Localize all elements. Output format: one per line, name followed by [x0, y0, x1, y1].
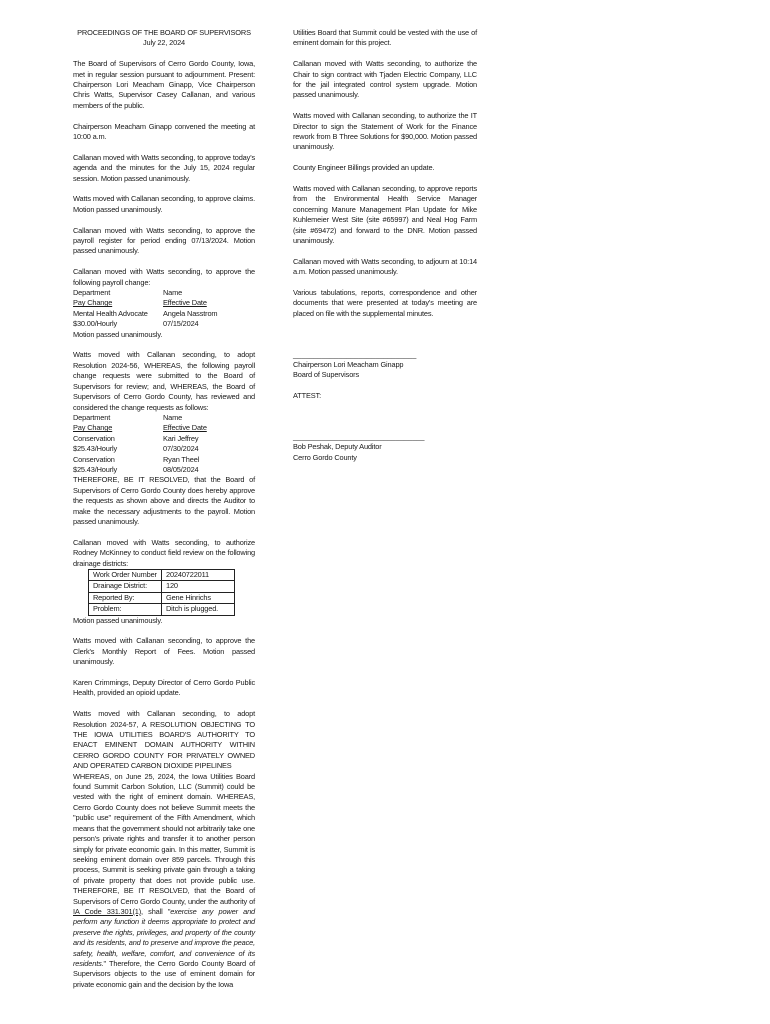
col-header-department: Department: [73, 412, 111, 422]
paragraph-resolution-2024-57: Watts moved with Callanan seconding, to adopt Resolution 2024-57, A RESOLUTION OBJECTING TO THE IOWA UTILITIES BOARD'S AUTHORITY TO ENACT EMINENT DOMAIN AUTHORITY WITHIN CERRO GORDO COUNTY FOR PRIVATELY OWNED AND OPERATED CARBON DIOXIDE PIPELINES: [73, 709, 255, 771]
cell: $25.43/Hourly: [73, 444, 118, 454]
paragraph-utilities-board: Utilities Board that Summit could be vested with the use of eminent domain for this project.: [293, 28, 477, 48]
paragraph-it-statement: Watts moved with Callanan seconding, to authorize the IT Director to sign the Statement of Work for the Finance rework from B Three Solutions for $90,000. Motion passed unanimously.: [293, 111, 477, 152]
paragraph-resolution-2024-56: Watts moved with Callanan seconding, to adopt Resolution 2024-56, WHEREAS, the following payroll change requests were submitted to the Board of Supervisors for review; and, WHEREAS, the Board of Supervisors of Cerro Gordo County, has reviewed and considered the change requests as follows:: [73, 350, 255, 412]
cell: 07/15/2024: [163, 319, 199, 329]
cell: Conservation: [73, 433, 115, 443]
work-order-value: 20240722011: [162, 570, 235, 581]
table-row: [89, 604, 235, 615]
cell: Kari Jeffrey: [163, 433, 199, 443]
resolution-shall: , shall ": [141, 906, 171, 916]
cell: 07/30/2024: [163, 444, 199, 454]
right-column: [293, 28, 477, 463]
auditor-name: Bob Peshak, Deputy Auditor: [293, 442, 382, 452]
problem-label: Problem:: [89, 604, 162, 615]
col-header-pay-change: Pay Change: [73, 298, 113, 308]
paragraph-clerk-report: Watts moved with Callanan seconding, to approve the Clerk's Monthly Report of Fees. Motion passed unanimously.: [73, 636, 255, 667]
paragraph-resolution-therefore: THEREFORE, BE IT RESOLVED, that the Board of Supervisors of Cerro Gordo County does hereby approve the requests as shown above and directs the Auditor to make the necessary adjustments to the payroll. Motion passed unanimously.: [73, 475, 255, 526]
paragraph-convened: Chairperson Meacham Ginapp convened the meeting at 10:00 a.m.: [73, 121, 255, 142]
paragraph-claims: Watts moved with Callanan seconding, to approve claims. Motion passed unanimously.: [73, 194, 255, 214]
col-header-effective-date: Effective Date: [163, 298, 207, 308]
iowa-code-citation: IA Code 331.301(1): [73, 906, 142, 916]
cell: $25.43/Hourly: [73, 464, 118, 474]
payroll-change-table: [73, 288, 255, 330]
table-row: [89, 570, 235, 581]
cell: 08/05/2024: [163, 464, 199, 474]
col-header-name: Name: [163, 412, 183, 422]
payroll-change-table-2: [73, 413, 255, 475]
cell: Mental Health Advocate: [73, 308, 148, 318]
col-header-pay-change: Pay Change: [73, 423, 113, 433]
paragraph-resolution-body: [73, 772, 255, 991]
left-column: [73, 28, 255, 990]
title-date: July 22, 2024: [142, 38, 185, 48]
chair-name: Chairperson Lori Meacham Ginapp: [293, 360, 404, 370]
drainage-district-label: Drainage District:: [89, 581, 162, 592]
reported-by-label: Reported By:: [89, 592, 162, 603]
table-row: [89, 592, 235, 603]
paragraph-adjourn: Callanan moved with Watts seconding, to adjourn at 10:14 a.m. Motion passed unanimously.: [293, 256, 477, 277]
cell: Conservation: [73, 454, 115, 464]
col-header-department: Department: [73, 288, 111, 298]
table-row: [89, 581, 235, 592]
attest-label: ATTEST:: [293, 391, 321, 401]
problem-value: Ditch is plugged.: [162, 604, 235, 615]
work-order-table: [88, 569, 235, 616]
work-order-label: Work Order Number: [89, 570, 162, 581]
paragraph-supplemental: Various tabulations, reports, correspondence and other documents that were presented at today's meeting are placed on file with the supplemental minutes.: [293, 288, 477, 318]
signature-line-auditor: ________________________________: [293, 431, 425, 441]
resolution-quote: exercise any power and perform any function it deems appropriate to protect and preserve the rights, privileges, and property of the county and its residents, and to preserve and improve the peace, safety, health, welfare, comfort, and convenience of its residents.: [73, 906, 255, 968]
paragraph-agenda: Callanan moved with Watts seconding, to approve today's agenda and the minutes for the July 15, 2024 regular session. Motion passed unanimously.: [73, 152, 255, 183]
paragraph-meeting-intro: The Board of Supervisors of Cerro Gordo County, Iowa, met in regular session pursuant to adjournment. Present: Chairperson Lori Meacham Ginapp, Vice Chairperson Chris Watts, Supervisor Casey Callanan, and various members of the public.: [73, 59, 255, 110]
paragraph-engineer-update: County Engineer Billings provided an update.: [293, 163, 435, 173]
paragraph-environmental-reports: Watts moved with Callanan seconding, to approve reports from the Environmental Health Service Manager concerning Manure Management Plan Update for Mike Kuhlemeier West Site (site #65997) and Neal Hog Farm (site #69472) and forward to the DNR. Motion passed unanimously.: [293, 184, 477, 246]
paragraph-tjaden-contract: Callanan moved with Watts seconding, to authorize the Chair to sign contract with Tjaden Electric Company, LLC for the jail integrated control system upgrade. Motion passed unanimously.: [293, 59, 477, 100]
paragraph-opioid-update: Karen Crimmings, Deputy Director of Cerro Gordo Public Health, provided an opioid update.: [73, 678, 255, 698]
cell: Ryan Theel: [163, 454, 200, 464]
auditor-title: Cerro Gordo County: [293, 452, 357, 462]
col-header-effective-date: Effective Date: [163, 423, 207, 433]
drainage-district-value: 120: [162, 581, 235, 592]
cell: Angela Nasstrom: [163, 308, 218, 318]
signature-line-chair: ______________________________: [293, 349, 417, 359]
motion-result: Motion passed unanimously.: [73, 615, 163, 625]
page-title: [73, 28, 255, 49]
col-header-name: Name: [163, 288, 183, 298]
title-line-1: PROCEEDINGS OF THE BOARD OF SUPERVISORS: [77, 28, 251, 37]
paragraph-payroll-register: Callanan moved with Watts seconding, to approve the payroll register for period ending 07/13/2024. Motion passed unanimously.: [73, 225, 255, 256]
reported-by-value: Gene Hinrichs: [162, 592, 235, 603]
resolution-tail: " Therefore, the Cerro Gordo County Board of Supervisors objects to the use of eminent domain for private economic gain and the decision by the Iowa: [73, 958, 255, 989]
paragraph-field-review: Callanan moved with Watts seconding, to authorize Rodney McKinney to conduct field review on the following drainage districts:: [73, 537, 255, 568]
resolution-text: WHEREAS, on June 25, 2024, the Iowa Utilities Board found Summit Carbon Solution, LLC (Summit) could be vested with the right of eminent domain. WHEREAS, Cerro Gordo County does not believe Summit meets the "public use" requirement of the Fifth Amendment, which means that the government should not arbitrarily take one person's private rights and transfer it to another person simply for private economic gain. In this matter, Summit is seeking eminent domain over 859 parcels. Through this process, Summit is seeking private gain through a taking of private property that does not provide public use. THEREFORE, BE IT RESOLVED, that the Board of Supervisors of Cerro Gordo County, under the authority of: [73, 771, 255, 906]
paragraph-payroll-change-intro: Callanan moved with Watts seconding, to approve the following payroll change:: [73, 267, 255, 287]
chair-title: Board of Supervisors: [293, 370, 360, 380]
cell: $30.00/Hourly: [73, 319, 118, 329]
motion-result: Motion passed unanimously.: [73, 329, 163, 339]
